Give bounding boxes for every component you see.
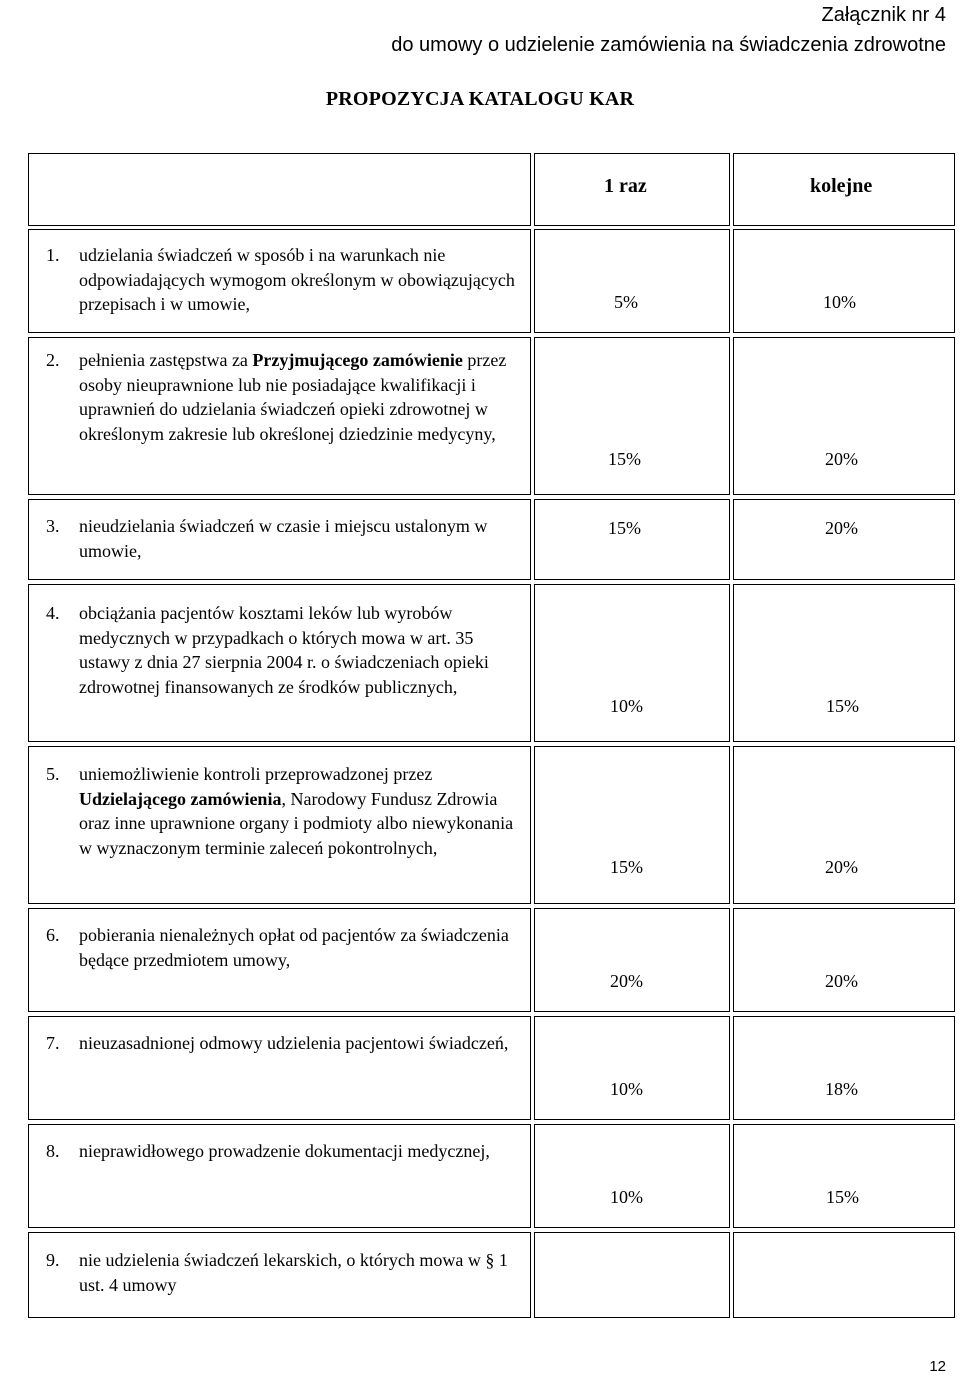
row-text: uniemożliwienie kontroli przeprowadzonej przez	[79, 764, 433, 784]
table-cell	[534, 1124, 730, 1228]
row-3-description	[46, 514, 521, 563]
row-text: obciążania pacjentów kosztami leków lub wyrobów medycznych w przypadkach o których mowa w art. 35 ustawy z dnia 27 sierpnia 2004 r. o świadczeniach opieki zdrowotnej finansowanych ze środków publicznych,	[79, 603, 489, 697]
row-number: 1.	[46, 245, 60, 265]
row-7-first-penalty: 10%	[610, 1079, 643, 1099]
table-cell	[733, 746, 955, 904]
table-cell	[534, 1232, 730, 1318]
table-cell	[534, 908, 730, 1012]
row-text: nieudzielania świadczeń w czasie i miejscu ustalonym w umowie,	[79, 516, 488, 561]
row-text: nieuzasadnionej odmowy udzielenia pacjentowi świadczeń,	[79, 1033, 509, 1053]
row-number: 8.	[46, 1141, 60, 1161]
row-6-next-penalty: 20%	[825, 971, 858, 991]
table-cell	[534, 746, 730, 904]
row-4-description	[46, 601, 521, 699]
row-4-next-penalty: 15%	[826, 696, 859, 716]
row-text: przez osoby nieuprawnione lub nie posiadające kwalifikacji i uprawnień do udzielania świadczeń opieki zdrowotnej w określonym zakresie lub określonej dziedzinie medycyny,	[79, 350, 507, 444]
table-cell	[534, 1016, 730, 1120]
page-title: PROPOZYCJA KATALOGU KAR	[325, 88, 635, 110]
table-cell	[534, 229, 730, 333]
row-6-description	[46, 923, 521, 972]
row-number: 5.	[46, 764, 60, 784]
table-cell	[733, 229, 955, 333]
row-text: nie udzielenia świadczeń lekarskich, o których mowa w § 1 ust. 4 umowy	[79, 1250, 508, 1295]
row-8-next-penalty: 15%	[826, 1187, 859, 1207]
row-8-first-penalty: 10%	[610, 1187, 643, 1207]
table-cell	[733, 1016, 955, 1120]
table-cell	[534, 584, 730, 742]
row-1-first-penalty: 5%	[614, 292, 638, 312]
row-text: udzielania świadczeń w sposób i na warunkach nie odpowiadających wymogom określonym w obowiązujących przepisach i w umowie,	[79, 245, 515, 314]
row-2-description	[46, 348, 521, 446]
table-cell	[733, 1124, 955, 1228]
table-cell	[534, 337, 730, 495]
row-1-description	[46, 243, 521, 317]
column-header-next: kolejne	[810, 175, 873, 197]
table-cell	[733, 337, 955, 495]
row-number: 6.	[46, 925, 60, 945]
row-number: 3.	[46, 516, 60, 536]
annex-label: Załącznik nr 4	[821, 4, 946, 26]
row-text: pobierania nienależnych opłat od pacjentów za świadczenia będące przedmiotem umowy,	[79, 925, 509, 970]
row-number: 9.	[46, 1250, 60, 1270]
row-text: nieprawidłowego prowadzenie dokumentacji medycznej,	[79, 1141, 490, 1161]
row-3-first-penalty: 15%	[608, 518, 641, 538]
row-3-next-penalty: 20%	[825, 518, 858, 538]
row-text-bold: Udzielającego zamówienia	[79, 788, 282, 809]
table-cell	[733, 584, 955, 742]
row-4-first-penalty: 10%	[610, 696, 643, 716]
row-7-next-penalty: 18%	[825, 1079, 858, 1099]
row-8-description	[46, 1139, 521, 1164]
row-5-first-penalty: 15%	[610, 857, 643, 877]
row-9-description	[46, 1248, 521, 1297]
row-number: 4.	[46, 603, 60, 623]
row-2-first-penalty: 15%	[608, 449, 641, 469]
row-7-description	[46, 1031, 521, 1056]
row-5-description	[46, 762, 521, 860]
annex-description: do umowy o udzielenie zamówienia na świadczenia zdrowotne	[391, 34, 946, 56]
table-cell	[733, 1232, 955, 1318]
table-cell	[733, 908, 955, 1012]
row-number: 2.	[46, 350, 60, 370]
row-6-first-penalty: 20%	[610, 971, 643, 991]
row-number: 7.	[46, 1033, 60, 1053]
row-5-next-penalty: 20%	[825, 857, 858, 877]
row-2-next-penalty: 20%	[825, 449, 858, 469]
table-header-cell-desc	[28, 153, 531, 226]
page-number: 12	[929, 1358, 946, 1375]
row-text: , Narodowy Fundusz Zdrowia oraz inne uprawnione organy i podmioty albo niewykonania w wyznaczonym terminie zaleceń pokontrolnych,	[79, 788, 514, 858]
row-1-next-penalty: 10%	[823, 292, 856, 312]
column-header-first: 1 raz	[604, 175, 647, 197]
row-text-bold: Przyjmującego zamówienie	[252, 350, 463, 370]
row-text: pełnienia zastępstwa za	[79, 350, 253, 370]
